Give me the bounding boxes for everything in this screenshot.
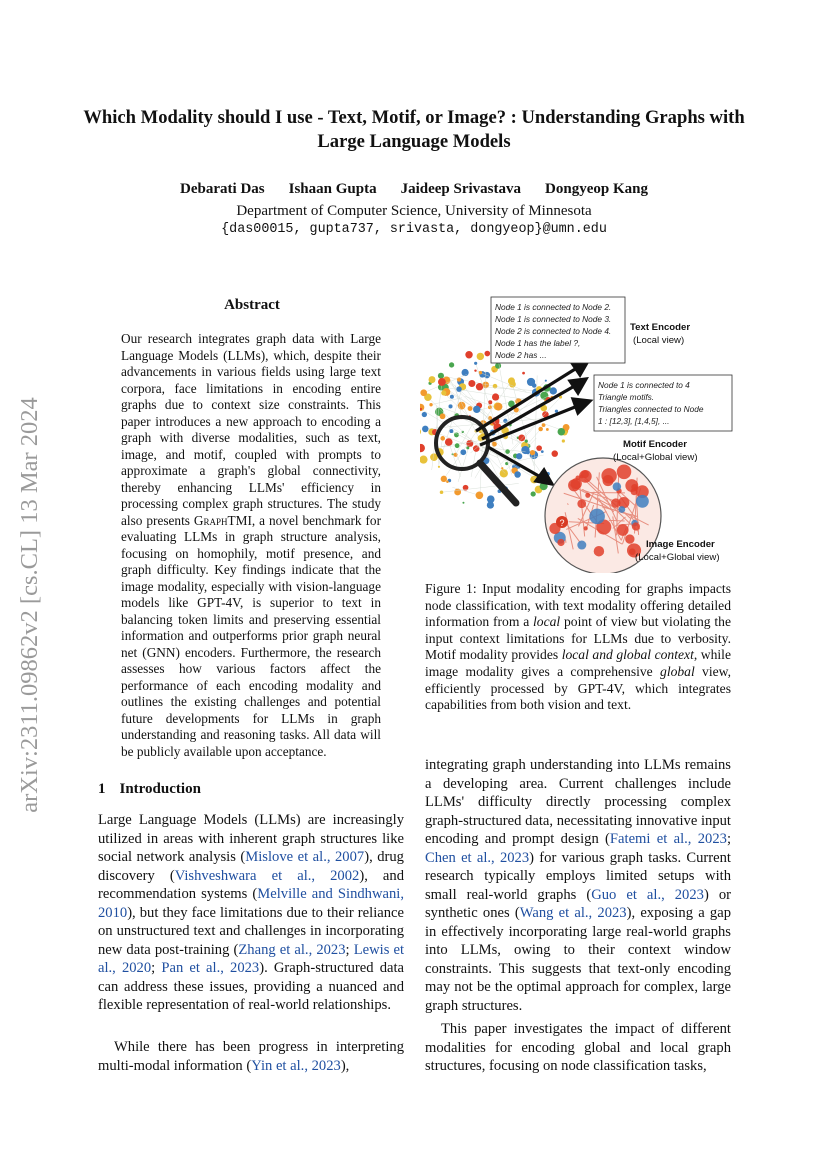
benchmark-name: GraphTMI — [193, 512, 252, 528]
graph-node — [495, 363, 501, 369]
citation-link[interactable]: Wang et al., 2023 — [519, 905, 627, 921]
motif-prompt-line: Triangles connected to Node — [598, 404, 704, 414]
graph-node — [440, 491, 444, 495]
graph-node — [617, 524, 629, 536]
citation-link[interactable]: Fatemi et al., 2023 — [609, 831, 727, 847]
graph-node — [445, 438, 453, 446]
graph-node — [602, 475, 613, 486]
text-prompt-line: Node 1 is connected to Node 2. — [495, 302, 612, 312]
graph-node — [530, 450, 535, 455]
graph-node — [634, 487, 638, 491]
figure-caption — [425, 581, 731, 714]
abstract-body — [121, 331, 381, 760]
caption-emphasis: local — [533, 614, 561, 630]
text-prompt-line: Node 2 has ... — [495, 350, 547, 360]
graph-node — [516, 453, 522, 459]
graph-edge — [438, 446, 457, 448]
text-encoder-label: Text Encoder — [630, 322, 691, 333]
section-number: 1 — [98, 781, 106, 797]
caption-text: Input modality encoding for graphs impacts node classification, with text modality offering detailed information from a — [425, 581, 731, 630]
graph-node — [429, 403, 432, 406]
section-title: Introduction — [119, 781, 201, 797]
graph-node — [526, 450, 530, 454]
graph-node — [465, 351, 472, 358]
graph-node — [420, 444, 425, 452]
graph-node — [468, 380, 475, 387]
graph-node — [541, 450, 544, 453]
graph-node — [577, 499, 586, 508]
text-prompt-line: Node 1 has the label ?, — [495, 338, 581, 348]
citation-link[interactable]: Guo et al., 2023 — [591, 886, 704, 903]
graph-node — [466, 446, 469, 449]
caption-label: Figure 1: — [425, 581, 477, 596]
graph-node — [568, 479, 580, 491]
graph-node — [454, 432, 459, 437]
paragraph-text: ; — [345, 941, 354, 958]
paragraph-text: ; — [726, 831, 731, 847]
graph-node — [446, 480, 449, 483]
graph-node — [538, 427, 543, 432]
motif-prompt-line: 1 : [12,3], [1,4,5], ... — [598, 416, 670, 426]
graph-node — [546, 428, 549, 431]
abstract-text: , a novel benchmark for evaluating LLMs in graph structure analysis, focusing on homophily, motif presence, and graph difficulty. Key findings indicate that the image modality, especially with vision-language models like GPT-4V, is superior to text in balancing token limits and preserving essential information and outperforms prior graph neural net (GNN) encoders. Furthermore, the research assesses how various factors affect the performance of each encoding modality and outlines the existing challenges and potential future developments for LLMs in graph understanding and reasoning tasks. All data will be publicly available upon acceptance. — [121, 512, 382, 759]
graph-node — [558, 428, 566, 436]
citation-link[interactable]: Zhang et al., 2023 — [238, 941, 346, 958]
graph-node — [474, 369, 476, 371]
paragraph-text: While there has been progress in interpreting multi-modal information ( — [98, 1039, 404, 1074]
abstract-text: Our research integrates graph data with Large Language Models (LLMs), which, despite their advancements in various fields using large text corpora, face limitations in encoding entire graphs due to context size constraints. This paper introduces a new approach to encoding a graph with diverse modalities, such as text, image, and motif, coupled with prompts to approximate a graph's global connectivity, thereby enhancing LLMs' efficiency in processing complex graph structures. The study also presents — [121, 331, 381, 528]
caption-emphasis: global — [660, 663, 695, 679]
section-heading — [98, 781, 201, 798]
caption-text: view, efficiently processed by GPT-4V, which integrates capabilities from both vision and text. — [425, 663, 731, 713]
graph-node — [632, 522, 640, 530]
graph-node — [457, 377, 461, 381]
graph-node — [545, 380, 547, 382]
graph-node — [577, 541, 586, 550]
motif-prompt-line: Node 1 is connected to 4 — [598, 380, 690, 390]
graph-node — [522, 372, 525, 375]
graph-node — [625, 534, 634, 543]
affiliation: Department of Computer Science, University of Minnesota — [236, 203, 592, 219]
paragraph-text: ), but they face limitations due to their reliance on unstructured text and challenges in incorporating new data post-training ( — [98, 904, 404, 958]
text-prompt-line: Node 2 is connected to Node 4. — [495, 326, 612, 336]
citation-link[interactable]: Vishveshwara et al., 2002 — [174, 867, 360, 884]
image-encoder-label: Image Encoder — [646, 539, 715, 550]
citation-link[interactable]: Lewis et al., 2020 — [98, 941, 405, 976]
graph-node — [594, 546, 604, 556]
graph-edge — [480, 387, 534, 391]
graph-node — [505, 449, 510, 454]
paragraph-text: ), exposing a gap in effectively incorporating large real-world graphs into LLMs, owing to their context window constraints. This suggests that text-only encoding may not be the optimal approach for complex, large graph structures. — [425, 905, 732, 1014]
graph-node — [438, 378, 446, 386]
paragraph-text: ), and recommendation systems ( — [98, 867, 404, 902]
graph-node — [476, 383, 483, 390]
graph-node — [514, 471, 520, 477]
graph-node — [500, 469, 508, 477]
graph-node — [581, 470, 589, 478]
graph-node — [422, 412, 427, 417]
text-encoder-view: (Local view) — [633, 335, 685, 346]
paragraph-text: Large Language Models (LLMs) are increasingly utilized in areas with inherent graph structures like social network analysis ( — [98, 812, 404, 865]
graph-node — [493, 370, 495, 372]
graph-node — [585, 493, 590, 498]
graph-node — [584, 526, 588, 530]
graph-node — [420, 456, 428, 464]
graph-node — [495, 403, 503, 411]
author-list — [60, 181, 768, 198]
motif-encoder-view: (Local+Global view) — [613, 452, 698, 463]
graph-node — [450, 395, 454, 399]
graph-node — [536, 445, 542, 451]
graph-node — [420, 428, 421, 435]
caption-emphasis: local and global context — [561, 647, 694, 663]
intro-paragraph-2 — [98, 1038, 404, 1075]
graph-node — [422, 426, 429, 433]
paper-title: Which Modality should I use - Text, Motif, or Image? : Understanding Graphs with Large Language Models — [83, 107, 745, 152]
graph-node — [557, 539, 564, 546]
graph-node — [484, 351, 490, 357]
graph-node — [617, 465, 632, 480]
graph-node — [518, 434, 525, 441]
author-name: Debarati Das — [180, 181, 265, 197]
query-node-marker: ? — [559, 518, 565, 528]
graph-node — [440, 436, 445, 441]
graph-node — [449, 362, 454, 367]
graph-edge — [471, 449, 476, 477]
intro-paragraph-4 — [425, 1020, 731, 1076]
graph-node — [456, 386, 461, 391]
graph-node — [460, 449, 466, 455]
citation-link[interactable]: Chen et al., 2023 — [425, 849, 530, 866]
graph-node — [420, 389, 427, 396]
arxiv-identifier: arXiv:2311.09862v2 [cs.CL] 13 Mar 2024 — [16, 397, 43, 813]
graph-node — [441, 476, 447, 482]
graph-node — [438, 373, 444, 379]
abstract-heading: Abstract — [224, 297, 280, 313]
magnifier-handle — [480, 463, 516, 503]
graph-node — [476, 491, 484, 499]
graph-node — [531, 491, 536, 496]
graph-node — [455, 443, 460, 448]
paragraph-text: ) or synthetic ones ( — [425, 886, 731, 921]
graph-node — [508, 377, 515, 384]
intro-paragraph-3 — [425, 756, 731, 1015]
citation-link[interactable]: Mislove et al., 2007 — [245, 849, 365, 865]
graph-node — [613, 482, 621, 490]
author-name: Jaideep Srivastava — [400, 181, 522, 197]
figure-1-graph-encoding — [420, 291, 736, 573]
graph-node — [527, 378, 535, 386]
graph-node — [552, 450, 558, 456]
graph-edge — [441, 376, 540, 395]
paragraph-text: integrating graph understanding into LLMs remains a developing area. Current challenges include LLMs' difficulty directly processing complex graph-structured data, necessitating innovative input encoding and prompt design ( — [425, 757, 731, 847]
graph-node — [562, 439, 565, 442]
motif-prompt-line: Triangle motifs. — [598, 392, 655, 402]
paragraph-text: This paper investigates the impact of different modalities for encoding global and local graph structures, focusing on node classification tasks, — [425, 1021, 731, 1074]
caption-text: , while image modality gives a comprehensive — [425, 647, 731, 679]
caption-text: point of view but violating the input context limitations for LLMs due to verbosity. Motif modality provides — [425, 614, 731, 663]
text-prompt-line: Node 1 is connected to Node 3. — [495, 314, 612, 324]
graph-node — [462, 431, 464, 433]
graph-node — [589, 509, 605, 525]
graph-node — [525, 440, 528, 443]
graph-node — [503, 419, 507, 423]
citation-link[interactable]: Pan et al., 2023 — [161, 960, 260, 976]
motif-encoder-label: Motif Encoder — [623, 439, 687, 450]
graph-node — [448, 404, 452, 408]
graph-node — [611, 498, 620, 507]
graph-node — [542, 423, 546, 427]
graph-node — [618, 506, 625, 513]
paragraph-text: ; — [151, 960, 162, 976]
paragraph-text: ), drug discovery ( — [98, 849, 404, 884]
paragraph-text: ). Graph-structured data can address these issues, providing a nuanced and flexible representation of real-world relationships. — [98, 960, 404, 1013]
author-emails: {das00015, gupta737, srivasta, dongyeop}@umn.edu — [221, 222, 607, 237]
graph-node — [449, 429, 453, 433]
graph-node — [492, 393, 499, 400]
graph-node — [441, 390, 446, 395]
paragraph-text: ) for various graph tasks. Current research typically employs limited setups with small real-world graphs ( — [425, 849, 731, 903]
graph-node — [501, 467, 503, 469]
citation-link[interactable]: Yin et al., 2023 — [251, 1057, 341, 1074]
citation-link[interactable]: Melville and Sindhwani, 2010 — [98, 886, 404, 921]
graph-node — [487, 501, 494, 508]
graph-node — [440, 413, 446, 419]
graph-node — [468, 406, 473, 411]
graph-node — [477, 353, 484, 360]
intro-paragraph-1 — [98, 811, 404, 1015]
paragraph-text: ), — [340, 1057, 350, 1074]
graph-node — [473, 406, 480, 413]
graph-node — [429, 376, 436, 383]
graph-node — [636, 495, 649, 508]
image-encoder-view: (Local+Global view) — [635, 552, 720, 563]
graph-node — [474, 362, 477, 365]
author-name: Dongyeop Kang — [545, 181, 648, 197]
graph-node — [462, 502, 464, 504]
graph-node — [438, 466, 440, 468]
author-name: Ishaan Gupta — [288, 181, 377, 197]
